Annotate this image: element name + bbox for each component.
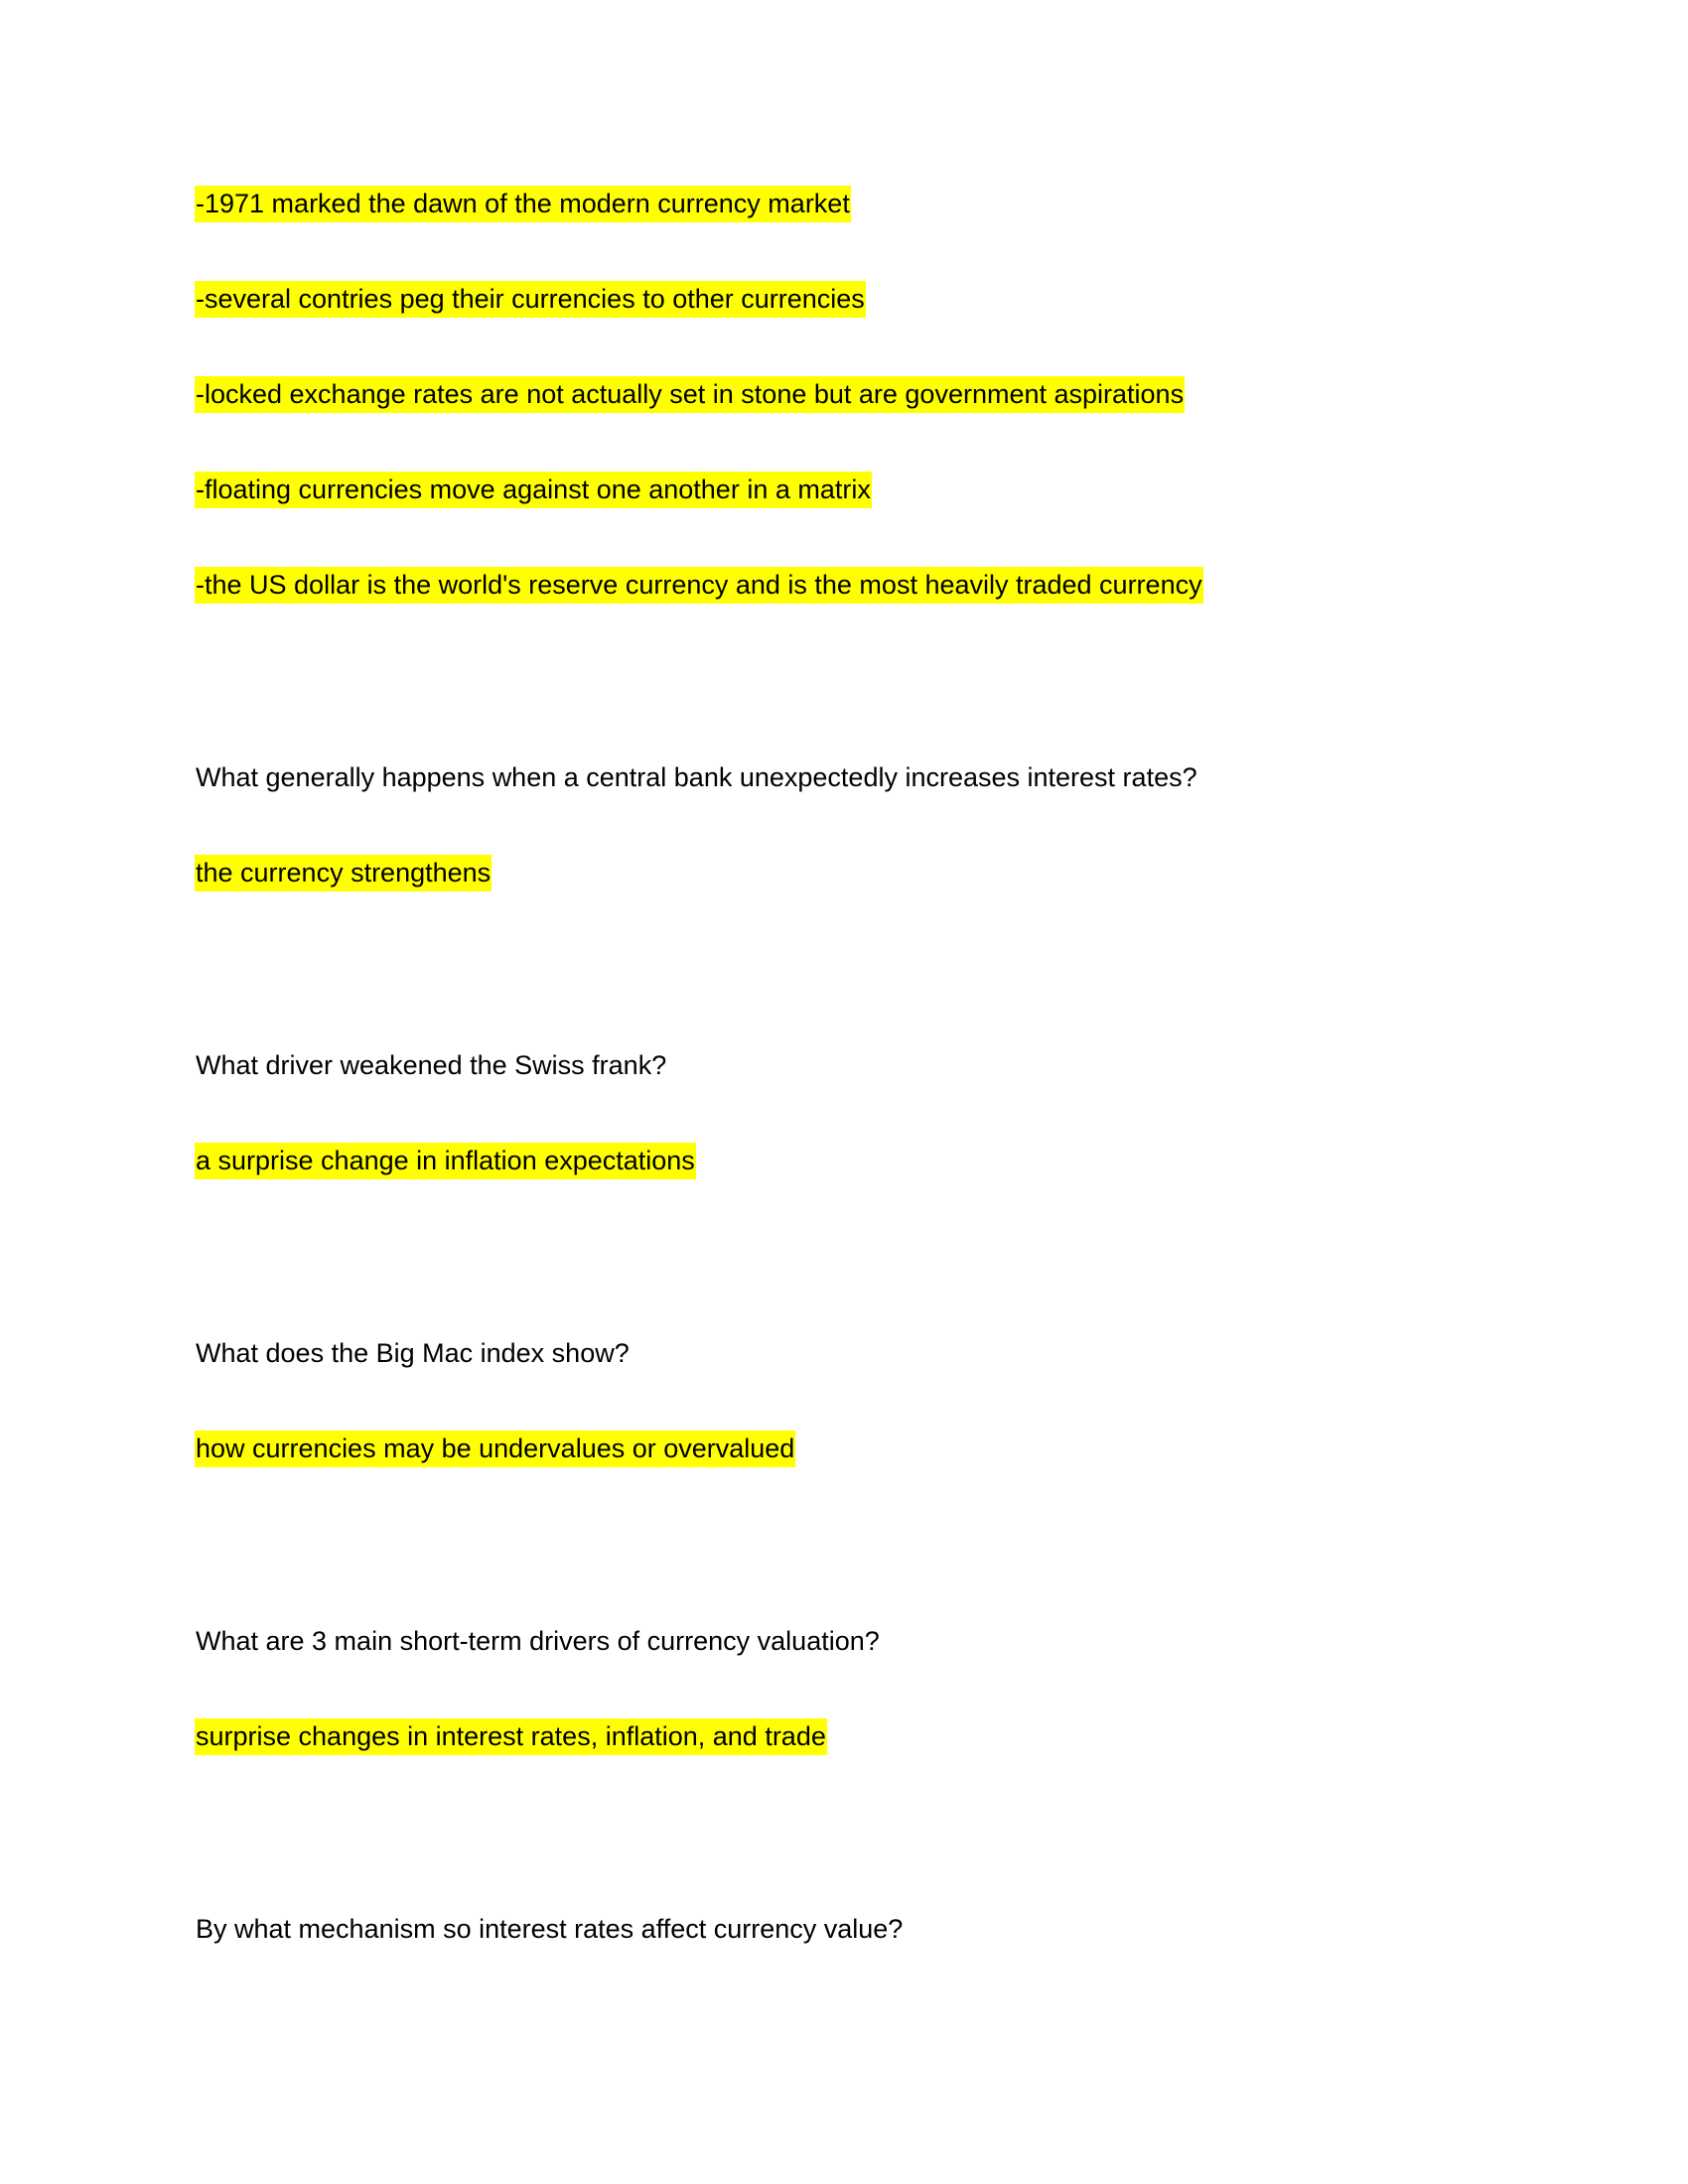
section-spacer	[195, 1465, 1505, 1624]
note-line-text: -floating currencies move against one another in a matrix	[195, 472, 872, 508]
question-text: What does the Big Mac index show?	[196, 1338, 630, 1368]
question-text: By what mechanism so interest rates affect currency value?	[196, 1914, 904, 1944]
section-spacer	[195, 602, 1505, 760]
question-line	[195, 1336, 1505, 1370]
note-line	[195, 377, 1505, 411]
question-line	[195, 1048, 1505, 1082]
answer-line	[195, 1432, 1505, 1465]
section-spacer	[195, 889, 1505, 1048]
note-line	[195, 473, 1505, 506]
note-line-text: -the US dollar is the world's reserve currency and is the most heavily traded currency	[195, 567, 1203, 604]
paragraph-spacer	[195, 220, 1505, 282]
paragraph-spacer	[195, 316, 1505, 377]
question-line	[195, 1624, 1505, 1658]
question-line	[195, 1912, 1505, 1946]
question-text: What are 3 main short-term drivers of currency valuation?	[196, 1626, 880, 1656]
answer-text: the currency strengthens	[195, 855, 492, 891]
section-spacer	[195, 1753, 1505, 1912]
note-line-text: -locked exchange rates are not actually set in stone but are government aspirations	[195, 376, 1185, 413]
paragraph-spacer	[195, 1082, 1505, 1144]
question-text: What driver weakened the Swiss frank?	[196, 1050, 667, 1080]
paragraph-spacer	[195, 1370, 1505, 1432]
answer-text: surprise changes in interest rates, inflation, and trade	[195, 1718, 827, 1755]
answer-line	[195, 856, 1505, 889]
paragraph-spacer	[195, 1658, 1505, 1719]
note-line	[195, 568, 1505, 602]
answer-text: a surprise change in inflation expectations	[195, 1143, 696, 1179]
note-line-text: -several contries peg their currencies to other currencies	[195, 281, 866, 318]
question-text: What generally happens when a central bank unexpectedly increases interest rates?	[196, 762, 1197, 792]
question-line	[195, 760, 1505, 794]
paragraph-spacer	[195, 506, 1505, 568]
note-line	[195, 187, 1505, 220]
answer-line	[195, 1144, 1505, 1177]
note-line-text: -1971 marked the dawn of the modern currency market	[195, 186, 851, 222]
paragraph-spacer	[195, 794, 1505, 856]
answer-text: how currencies may be undervalues or overvalued	[195, 1431, 795, 1467]
section-spacer	[195, 1177, 1505, 1336]
note-line	[195, 282, 1505, 316]
document-body	[195, 187, 1505, 1946]
answer-line	[195, 1719, 1505, 1753]
paragraph-spacer	[195, 411, 1505, 473]
